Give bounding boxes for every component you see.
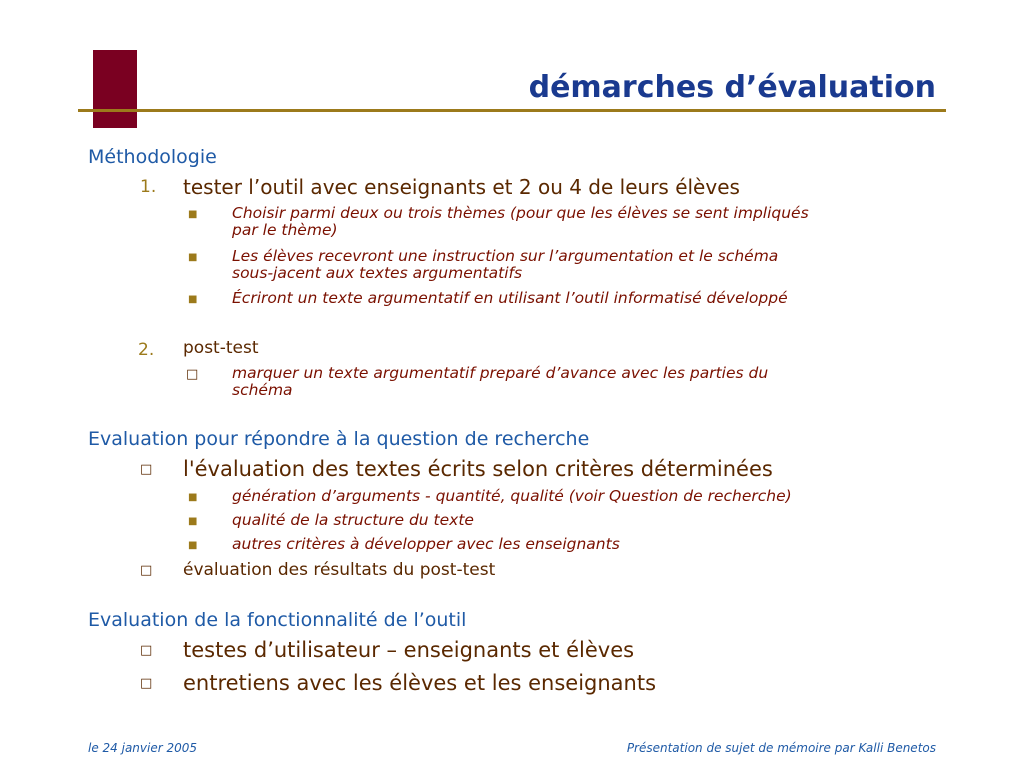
list-item-testes: testes d’utilisateur – enseignants et élèves [183,638,635,662]
sub-item-autres: autres critères à développer avec les enseignants [232,535,620,553]
list-item-evaluation-post-test: évaluation des résultats du post-test [183,560,496,580]
list-item-entretiens: entretiens avec les élèves et les enseignants [183,671,657,695]
footer-date: le 24 janvier 2005 [88,741,198,755]
sub-item-marquer [232,365,768,399]
list-number-1: 1. [140,177,157,197]
hollow-square-bullet-icon: □ [140,462,153,477]
sub-item-choisir [232,205,809,239]
sub-item-eleves [232,248,778,282]
square-bullet-icon: ■ [188,540,198,551]
sub-item-line: Choisir parmi deux ou trois thèmes (pour que les élèves se sent impliqués [232,204,809,222]
sub-item-ecriront: Écriront un texte argumentatif en utilisant l’outil informatisé développé [232,289,788,307]
square-bullet-icon: ■ [188,209,198,220]
sub-item-qualite: qualité de la structure du texte [232,511,474,529]
slide-title: démarches d’évaluation [528,70,936,105]
sub-item-line: par le thème) [232,221,338,239]
sub-item-generation: génération d’arguments - quantité, qualité (voir Question de recherche) [232,487,792,505]
sub-item-line: Les élèves recevront une instruction sur l’argumentation et le schéma [232,247,779,265]
sub-item-line: schéma [232,381,293,399]
hollow-square-bullet-icon: □ [140,643,153,658]
list-item-post-test: post-test [183,338,259,358]
square-bullet-icon: ■ [188,252,198,263]
list-item-evaluation-textes: l'évaluation des textes écrits selon critères déterminées [183,457,773,481]
section-heading-outil: Evaluation de la fonctionnalité de l’outil [88,609,467,631]
hollow-square-bullet-icon: □ [140,676,153,691]
sub-item-line: sous-jacent aux textes argumentatifs [232,264,523,282]
list-item-tester: tester l’outil avec enseignants et 2 ou 4 de leurs élèves [183,175,740,199]
sub-item-line: marquer un texte argumentatif preparé d’avance avec les parties du [232,364,769,382]
section-heading-methodologie: Méthodologie [88,146,217,168]
square-bullet-icon: ■ [188,492,198,503]
hollow-square-bullet-icon: □ [140,563,153,578]
section-heading-recherche: Evaluation pour répondre à la question de recherche [88,428,590,450]
square-bullet-icon: ■ [188,516,198,527]
list-number-2: 2. [138,340,155,360]
hollow-square-bullet-icon: □ [186,367,199,382]
footer-credit: Présentation de sujet de mémoire par Kalli Benetos [626,741,936,755]
square-bullet-icon: ■ [188,294,198,305]
